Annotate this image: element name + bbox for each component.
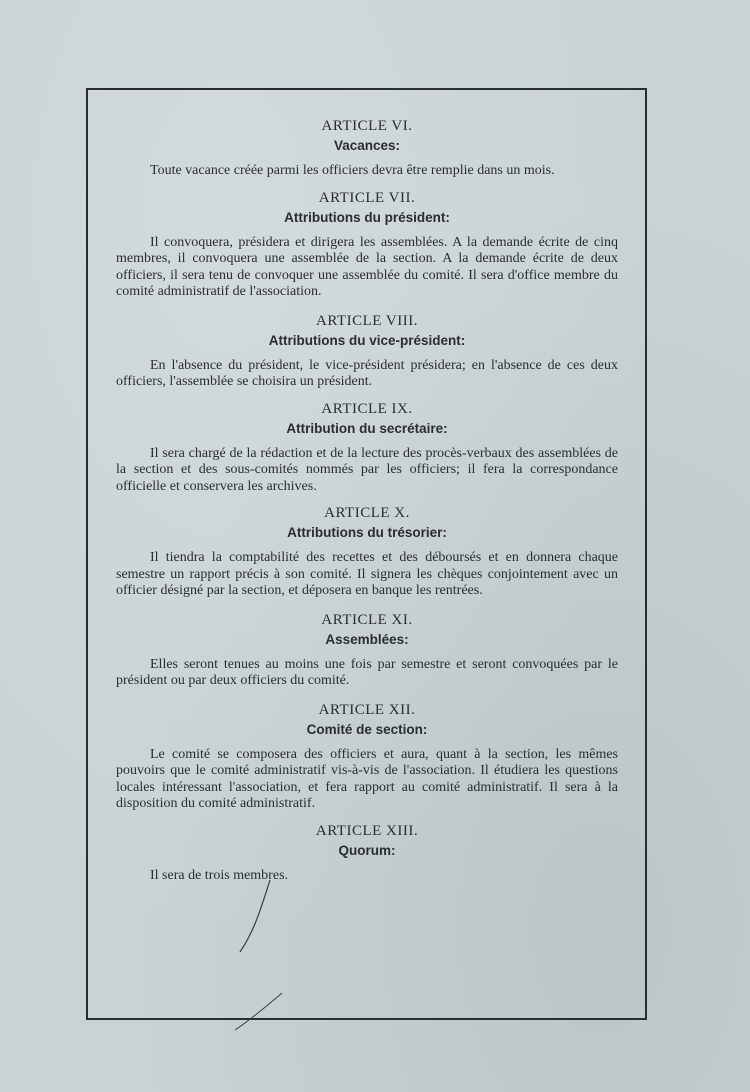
article-subtitle: Attributions du président:: [284, 209, 450, 225]
article-title: ARTICLE XII.: [318, 701, 416, 718]
article-title: ARTICLE X.: [324, 505, 410, 521]
article-xi: [116, 610, 618, 690]
article-body: Le comité se composera des officiers et aura, quant à la section, les mêmes pouvoirs que le comité administratif vis-à-vis de l'association. Il étudiera les questions locales intéressant l'association, et fera rapport au comité administratif. Il sera à la disposition du comité administratif.: [116, 746, 618, 811]
article-xiii: [116, 821, 618, 885]
article-subtitle: Attributions du vice-président:: [268, 332, 466, 348]
article-viii: [116, 311, 618, 391]
article-subtitle: Quorum:: [338, 842, 396, 858]
article-body: En l'absence du président, le vice-président présidera; en l'absence de ces deux officiers, l'assemblée se choisira un président.: [116, 357, 618, 389]
article-ix: [116, 399, 618, 496]
article-title: ARTICLE XI.: [321, 611, 413, 628]
article-title: ARTICLE VIII.: [316, 312, 418, 329]
article-body: Il tiendra la comptabilité des recettes et des déboursés et en donnera chaque semestre un rapport précis à son comité. Il signera les chèques conjointement avec un officier désigné par la section, et déposera en banque les rentrées.: [116, 550, 618, 598]
article-subtitle: Vacances:: [333, 138, 401, 153]
article-body: Il sera chargé de la rédaction et de la lecture des procès-verbaux des assemblées de la section et des sous-comités nommés par les officiers; il fera la correspondance officielle et conservera les archives.: [116, 445, 618, 494]
article-xii: [116, 700, 618, 813]
article-title: ARTICLE IX.: [321, 400, 413, 417]
article-body: Elles seront tenues au moins une fois par semestre et seront convoquées par le président ou par deux officiers du comité.: [116, 656, 618, 688]
article-subtitle: Attribution du secrétaire:: [286, 420, 448, 436]
article-vii: [116, 188, 618, 301]
article-subtitle: Comité de section:: [306, 721, 428, 737]
article-title: ARTICLE VII.: [318, 189, 416, 206]
article-x: [116, 503, 618, 600]
articles-column: [116, 110, 618, 884]
article-title: ARTICLE XIII.: [315, 822, 419, 839]
article-title: ARTICLE VI.: [321, 118, 413, 134]
article-body: Toute vacance créée parmi les officiers devra être remplie dans un mois.: [150, 163, 555, 178]
article-body: Il convoquera, présidera et dirigera les assemblées. A la demande écrite de cinq membres, il convoquera une assemblée de la section. A la demande écrite de deux officiers, il sera tenu de convoquer une assemblée du comité. Il sera d'office membre du comité administratif de l'association.: [116, 234, 618, 299]
article-body: Il sera de trois membres.: [150, 867, 289, 883]
article-subtitle: Assemblées:: [325, 631, 409, 647]
article-vi: [116, 116, 618, 180]
article-subtitle: Attributions du trésorier:: [287, 525, 447, 540]
